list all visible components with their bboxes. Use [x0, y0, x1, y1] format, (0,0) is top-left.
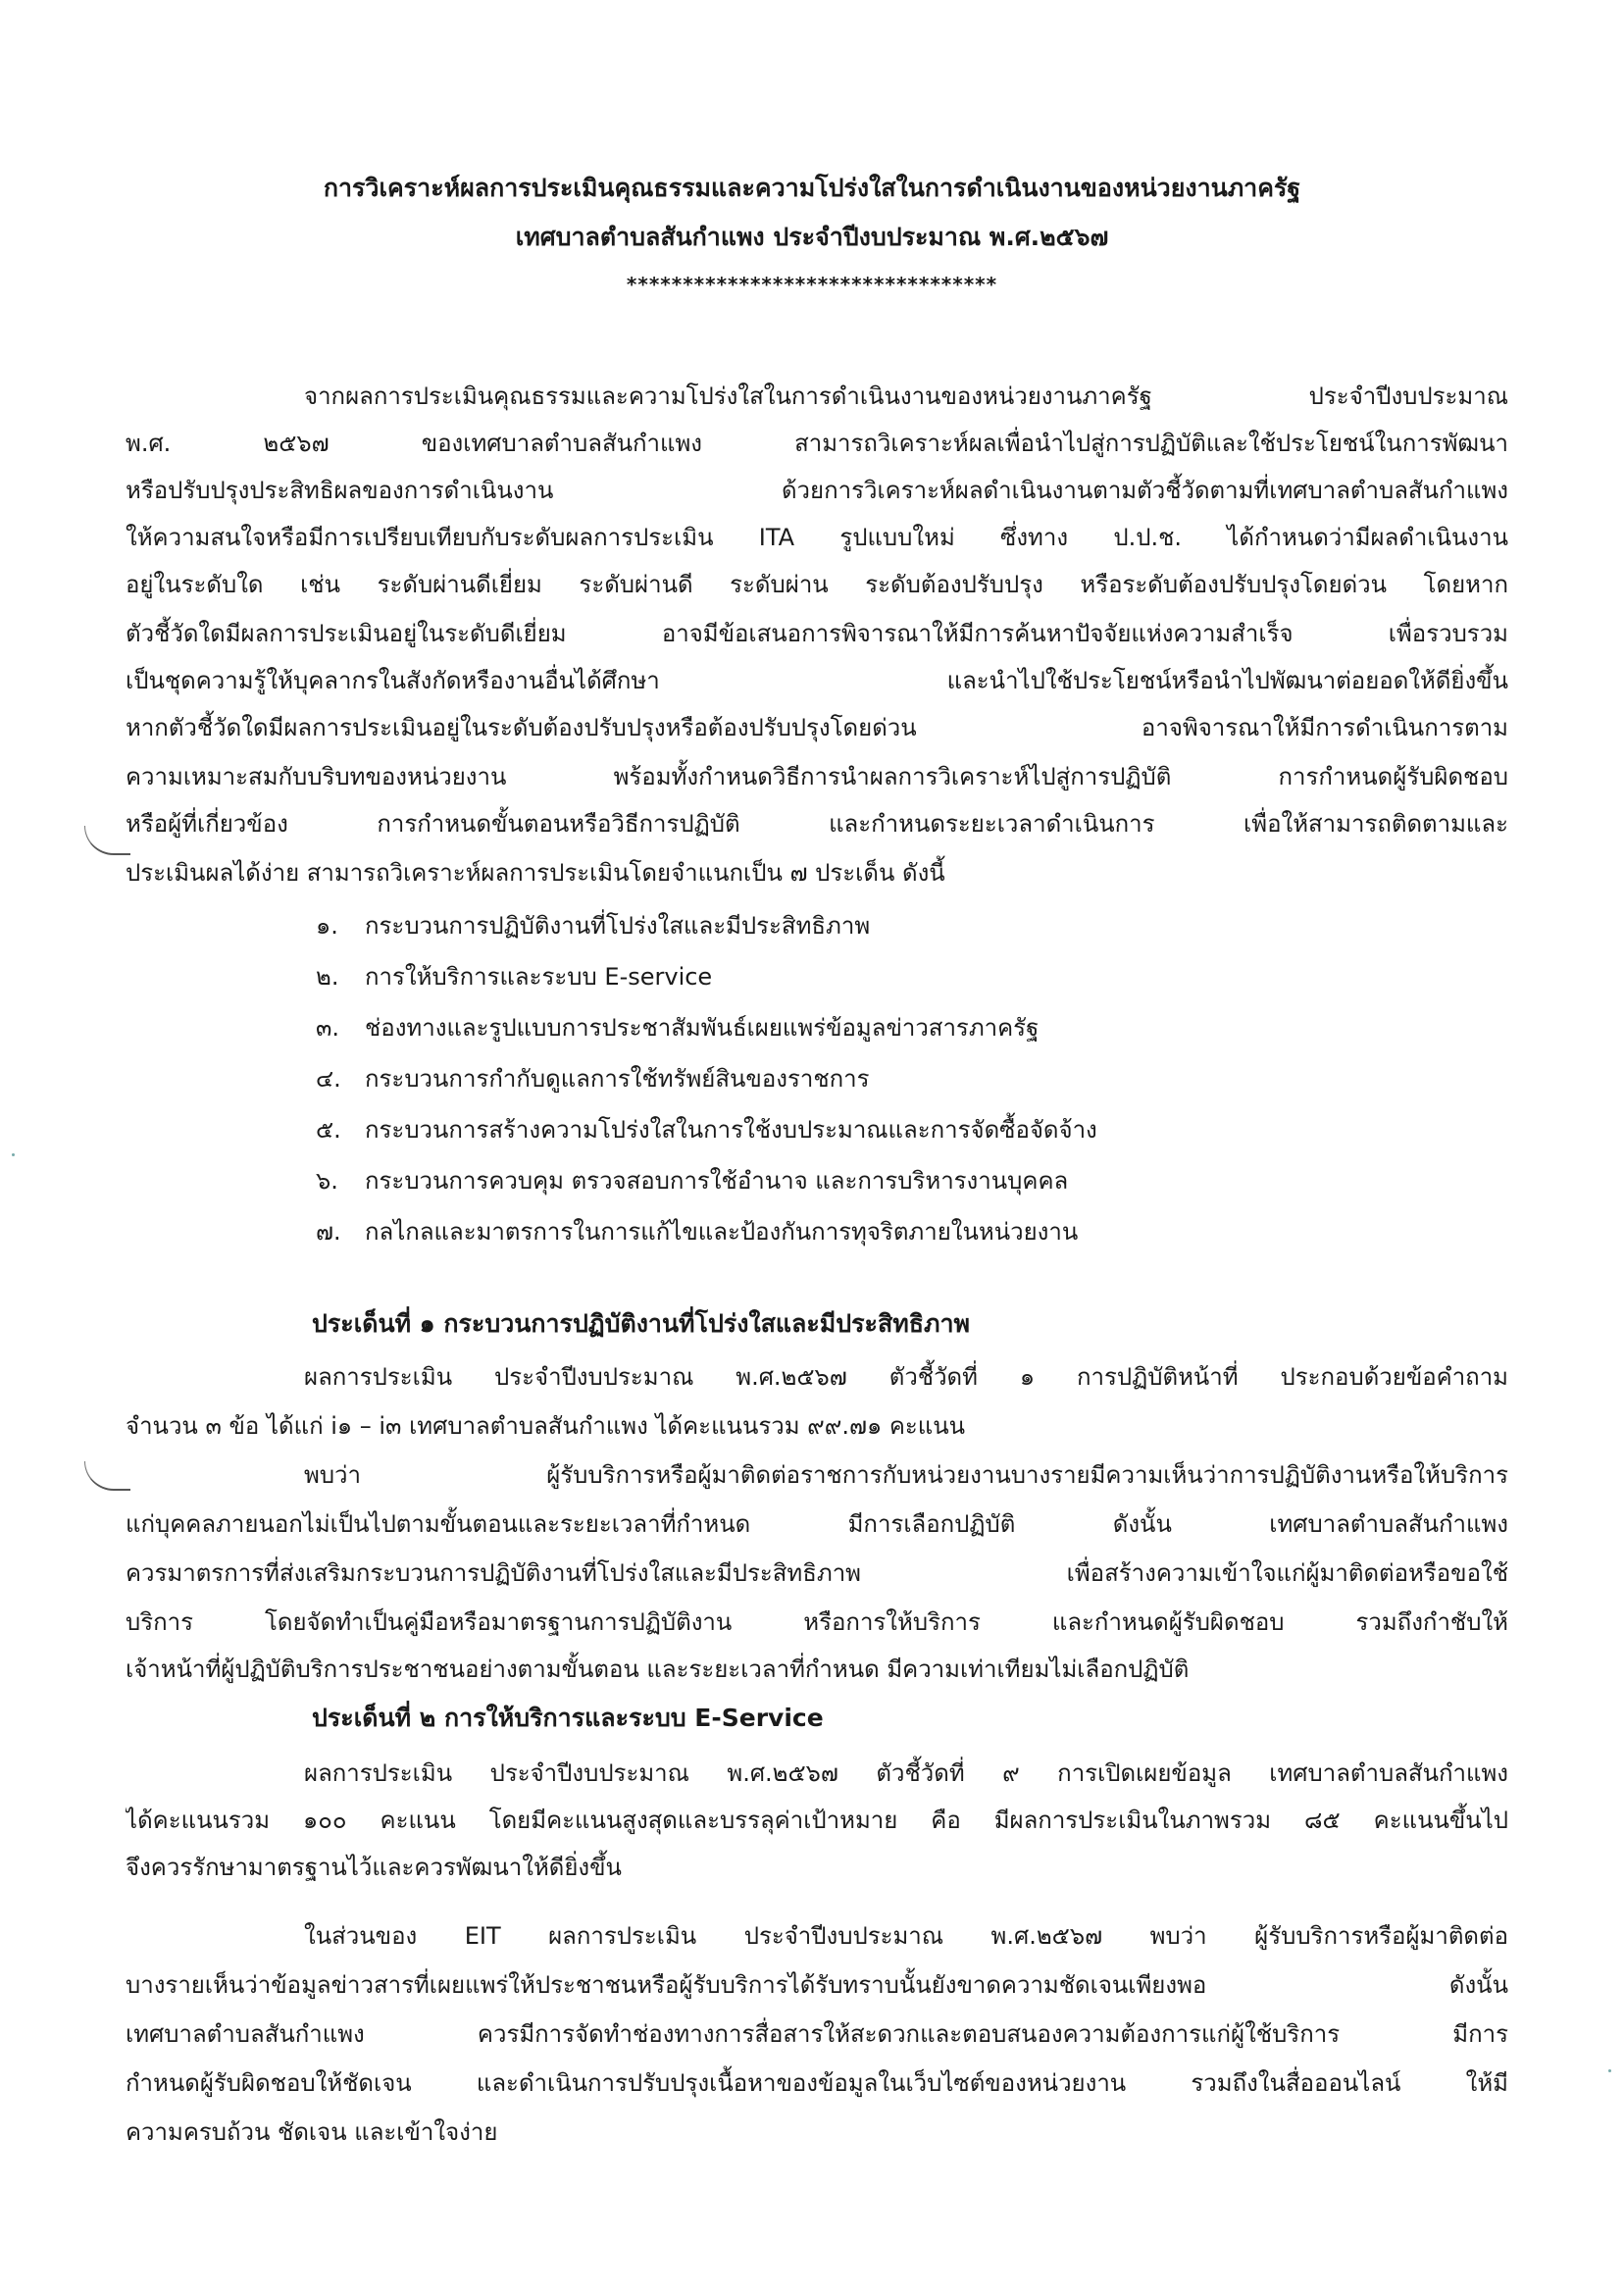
intro-line: ประเมินผลได้ง่าย สามารถวิเคราะห์ผลการประเมินโดยจำแนกเป็น ๗ ประเด็น ดังนี้: [126, 859, 945, 887]
intro-line: หากตัวชี้วัดใดมีผลการประเมินอยู่ในระดับต้องปรับปรุงหรือต้องปรับปรุงโดยด่วน อาจพิจารณาให้มีการดำเนินการตาม: [126, 714, 1508, 741]
issue1-para1-line: ผลการประเมิน ประจำปีงบประมาณ พ.ศ.๒๕๖๗ ตัวชี้วัดที่ ๑ การปฏิบัติหน้าที่ ประกอบด้วยข้อคำถาม: [304, 1363, 1508, 1391]
issue2-para2-line: บางรายเห็นว่าข้อมูลข่าวสารที่เผยแพร่ให้ประชาชนหรือผู้รับบริการได้รับทราบนั้นยังขาดความชัดเจนเพียงพอ ดังนั้น: [126, 1971, 1508, 1999]
list-item-text: การให้บริการและระบบ E-service: [365, 963, 713, 991]
list-item-number: ๕.: [316, 1116, 341, 1144]
list-item-text: กระบวนการควบคุม ตรวจสอบการใช้อำนาจ และการบริหารงานบุคคล: [365, 1167, 1069, 1195]
intro-line: พ.ศ. ๒๕๖๗ ของเทศบาลตำบลสันกำแพง สามารถวิเคราะห์ผลเพื่อนำไปสู่การปฏิบัติและใช้ประโยชน์ในการพัฒนา: [126, 430, 1508, 457]
punch-hole-mark: [84, 1461, 130, 1491]
list-item: [316, 1004, 1296, 1051]
list-item-number: ๑.: [316, 912, 338, 940]
list-item: [316, 1055, 1296, 1102]
scan-speck: [1608, 2069, 1611, 2072]
intro-line: ให้ความสนใจหรือมีการเปรียบเทียบกับระดับผลการประเมิน ITA รูปแบบใหม่ ซึ่งทาง ป.ป.ช. ได้กำหนดว่ามีผลดำเนินงาน: [126, 524, 1508, 551]
intro-line: อยู่ในระดับใด เช่น ระดับผ่านดีเยี่ยม ระดับผ่านดี ระดับผ่าน ระดับต้องปรับปรุง หรือระดับต้องปรับปรุงโดยด่วน โดยหาก: [126, 571, 1508, 598]
document-title-line1: การวิเคราะห์ผลการประเมินคุณธรรมและความโปร่งใสในการดำเนินงานของหน่วยงานภาครัฐ: [323, 174, 1301, 202]
issue2-para1-line: ได้คะแนนรวม ๑๐๐ คะแนน โดยมีคะแนนสูงสุดและบรรลุค่าเป้าหมาย คือ มีผลการประเมินในภาพรวม ๘๕ คะแนนขึ้นไป: [126, 1807, 1508, 1834]
issue2-para2-line: กำหนดผู้รับผิดชอบให้ชัดเจน และดำเนินการปรับปรุงเนื้อหาของข้อมูลในเว็บไซต์ของหน่วยงาน รวมถึงในสื่อออนไลน์ ให้มี: [126, 2069, 1508, 2097]
list-item-text: กระบวนการกำกับดูแลการใช้ทรัพย์สินของราชการ: [365, 1065, 870, 1093]
list-item-text: กระบวนการปฏิบัติงานที่โปร่งใสและมีประสิทธิภาพ: [365, 912, 871, 940]
intro-line: ตัวชี้วัดใดมีผลการประเมินอยู่ในระดับดีเยี่ยม อาจมีข้อเสนอการพิจารณาให้มีการค้นหาปัจจัยแห่งความสำเร็จ เพื่อรวบรวม: [126, 620, 1508, 647]
issue2-para2-line: ความครบถ้วน ชัดเจน และเข้าใจง่าย: [126, 2118, 498, 2146]
list-item-text: กระบวนการสร้างความโปร่งใสในการใช้งบประมาณและการจัดซื้อจัดจ้าง: [365, 1116, 1097, 1144]
list-item-number: ๔.: [316, 1065, 341, 1093]
intro-line: เป็นชุดความรู้ให้บุคลากรในสังกัดหรืองานอื่นได้ศึกษา และนำไปใช้ประโยชน์หรือนำไปพัฒนาต่อยอดให้ดียิ่งขึ้น: [126, 667, 1508, 694]
issue1-para2-line: พบว่า ผู้รับบริการหรือผู้มาติดต่อราชการกับหน่วยงานบางรายมีความเห็นว่าการปฏิบัติงานหรือให้บริการ: [304, 1461, 1508, 1489]
intro-line: จากผลการประเมินคุณธรรมและความโปร่งใสในการดำเนินงานของหน่วยงานภาครัฐ ประจำปีงบประมาณ: [304, 382, 1508, 410]
issue1-para2-line: แก่บุคคลภายนอกไม่เป็นไปตามขั้นตอนและระยะเวลาที่กำหนด มีการเลือกปฏิบัติ ดังนั้น เทศบาลตำบลสันกำแพง: [126, 1510, 1508, 1538]
list-item-text: กลไกลและมาตรการในการแก้ไขและป้องกันการทุจริตภายในหน่วยงาน: [365, 1218, 1079, 1246]
issue2-para2-line: เทศบาลตำบลสันกำแพง ควรมีการจัดทำช่องทางการสื่อสารให้สะดวกและตอบสนองความต้องการแก่ผู้ใช้บริการ มีการ: [126, 2020, 1508, 2048]
list-item: [316, 1106, 1296, 1153]
issue1-para2-line: บริการ โดยจัดทำเป็นคู่มือหรือมาตรฐานการปฏิบัติงาน หรือการให้บริการ และกำหนดผู้รับผิดชอบ รวมถึงกำชับให้: [126, 1608, 1508, 1636]
issue2-para2-line: ในส่วนของ EIT ผลการประเมิน ประจำปีงบประมาณ พ.ศ.๒๕๖๗ พบว่า ผู้รับบริการหรือผู้มาติดต่อ: [304, 1922, 1508, 1950]
list-item: [316, 902, 1296, 949]
list-item-number: ๖.: [316, 1167, 338, 1195]
list-item: [316, 1157, 1296, 1204]
list-item: [316, 1208, 1296, 1255]
list-item-text: ช่องทางและรูปแบบการประชาสัมพันธ์เผยแพร่ข้อมูลข่าวสารภาครัฐ: [365, 1014, 1040, 1042]
list-item: [316, 953, 1296, 1000]
issue2-heading: ประเด็นที่ ๒ การให้บริการและระบบ E-Service: [312, 1704, 824, 1732]
scan-speck: [12, 1153, 15, 1156]
issue1-para2-line: เจ้าหน้าที่ผู้ปฏิบัติบริการประชาชนอย่างตามขั้นตอน และระยะเวลาที่กำหนด มีความเท่าเทียมไม่เลือกปฏิบัติ: [126, 1655, 1190, 1683]
intro-line: หรือปรับปรุงประสิทธิผลของการดำเนินงาน ด้วยการวิเคราะห์ผลดำเนินงานตามตัวชี้วัดตามที่เทศบาลตำบลสันกำแพง: [126, 477, 1508, 504]
intro-line: ความเหมาะสมกับบริบทของหน่วยงาน พร้อมทั้งกำหนดวิธีการนำผลการวิเคราะห์ไปสู่การปฏิบัติ การกำหนดผู้รับผิดชอบ: [126, 763, 1508, 790]
title-rule: *********************************: [626, 273, 998, 296]
issue2-para1-line: ผลการประเมิน ประจำปีงบประมาณ พ.ศ.๒๕๖๗ ตัวชี้วัดที่ ๙ การเปิดเผยข้อมูล เทศบาลตำบลสันกำแพง: [304, 1759, 1508, 1787]
issue1-para2-line: ควรมาตรการที่ส่งเสริมกระบวนการปฏิบัติงานที่โปร่งใสและมีประสิทธิภาพ เพื่อสร้างความเข้าใจแก่ผู้มาติดต่อหรือขอใช้: [126, 1559, 1508, 1587]
list-item-number: ๗.: [316, 1218, 341, 1246]
issue1-para1-line: จำนวน ๓ ข้อ ได้แก่ i๑ – i๓ เทศบาลตำบลสันกำแพง ได้คะแนนรวม ๙๙.๗๑ คะแนน: [126, 1412, 966, 1440]
issue2-para1-line: จึงควรรักษามาตรฐานไว้และควรพัฒนาให้ดียิ่งขึ้น: [126, 1854, 622, 1881]
punch-hole-mark: [84, 826, 130, 855]
list-item-number: ๒.: [316, 963, 339, 991]
document-title-line2: เทศบาลตำบลสันกำแพง ประจำปีงบประมาณ พ.ศ.๒๕๖๗: [515, 223, 1109, 251]
intro-line: หรือผู้ที่เกี่ยวข้อง การกำหนดขั้นตอนหรือวิธีการปฏิบัติ และกำหนดระยะเวลาดำเนินการ เพื่อให้สามารถติดตามและ: [126, 810, 1508, 838]
list-item-number: ๓.: [316, 1014, 340, 1042]
issue1-heading: ประเด็นที่ ๑ กระบวนการปฏิบัติงานที่โปร่งใสและมีประสิทธิภาพ: [312, 1309, 970, 1338]
